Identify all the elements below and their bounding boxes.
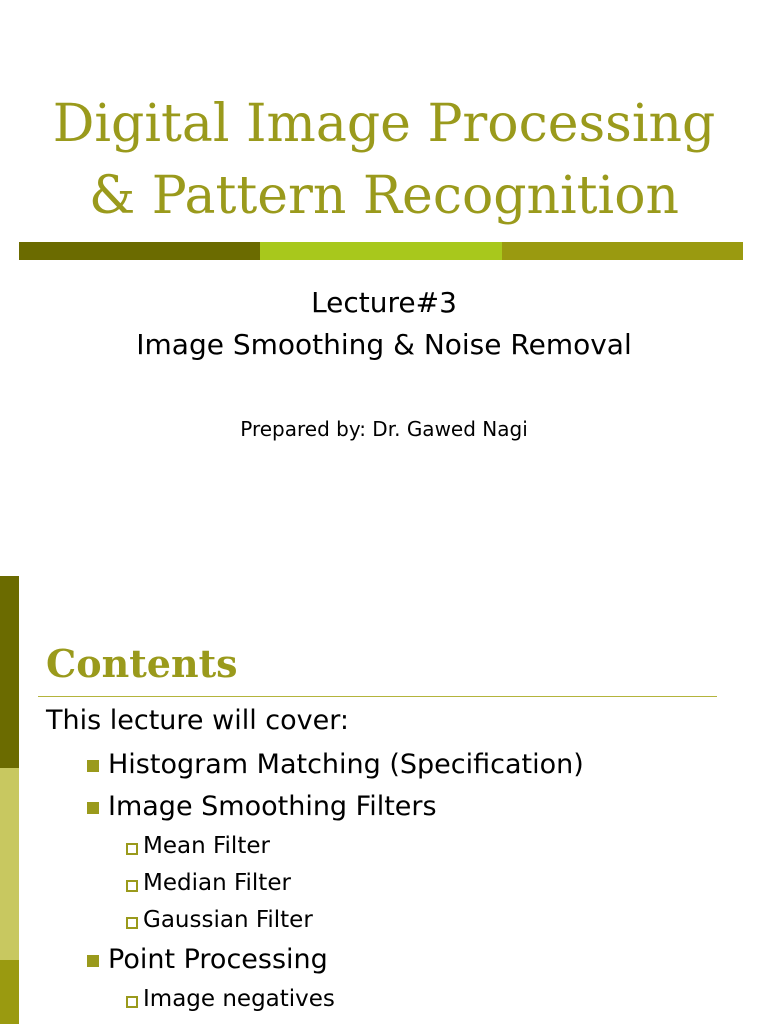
square-bullet-icon xyxy=(87,955,99,967)
slide-subtitle xyxy=(0,282,768,366)
square-bullet-icon xyxy=(87,802,99,814)
title-line-1: Digital Image Processing xyxy=(52,94,716,154)
list-item-text: Histogram Matching (Specification) xyxy=(108,749,584,780)
color-bar-segment-mid xyxy=(502,242,743,260)
decorative-color-bar xyxy=(19,242,743,260)
slide-title xyxy=(0,88,768,232)
contents-slide xyxy=(0,576,768,1024)
lecture-number: Lecture#3 xyxy=(311,286,457,319)
hollow-square-bullet-icon xyxy=(126,880,138,892)
list-item-text: Mean Filter xyxy=(143,833,270,859)
list-item-text: Image Smoothing Filters xyxy=(108,791,437,822)
hollow-square-bullet-icon xyxy=(126,996,138,1008)
sidebar-segment-dark xyxy=(0,576,19,768)
list-item-text: Point Processing xyxy=(108,944,328,975)
contents-intro: This lecture will cover: xyxy=(46,705,349,736)
sub-list-item xyxy=(0,828,768,865)
author-credit: Prepared by: Dr. Gawed Nagi xyxy=(240,417,528,441)
hollow-square-bullet-icon xyxy=(126,917,138,929)
lecture-topic: Image Smoothing & Noise Removal xyxy=(136,328,632,361)
list-item-text: Image negatives xyxy=(143,986,335,1012)
contents-list xyxy=(0,744,768,1018)
hollow-square-bullet-icon xyxy=(126,843,138,855)
sub-list-item xyxy=(0,865,768,902)
list-item-text: Gaussian Filter xyxy=(143,907,313,933)
square-bullet-icon xyxy=(87,760,99,772)
color-bar-segment-bright xyxy=(260,242,501,260)
list-item xyxy=(0,744,768,786)
heading-underline xyxy=(38,696,717,697)
list-item-text: Median Filter xyxy=(143,870,291,896)
sub-list-item xyxy=(0,902,768,939)
color-bar-segment-dark xyxy=(19,242,260,260)
sub-list-item xyxy=(0,981,768,1018)
title-line-2: & Pattern Recognition xyxy=(88,166,679,226)
list-item xyxy=(0,939,768,981)
contents-heading: Contents xyxy=(46,641,238,686)
list-item xyxy=(0,786,768,828)
